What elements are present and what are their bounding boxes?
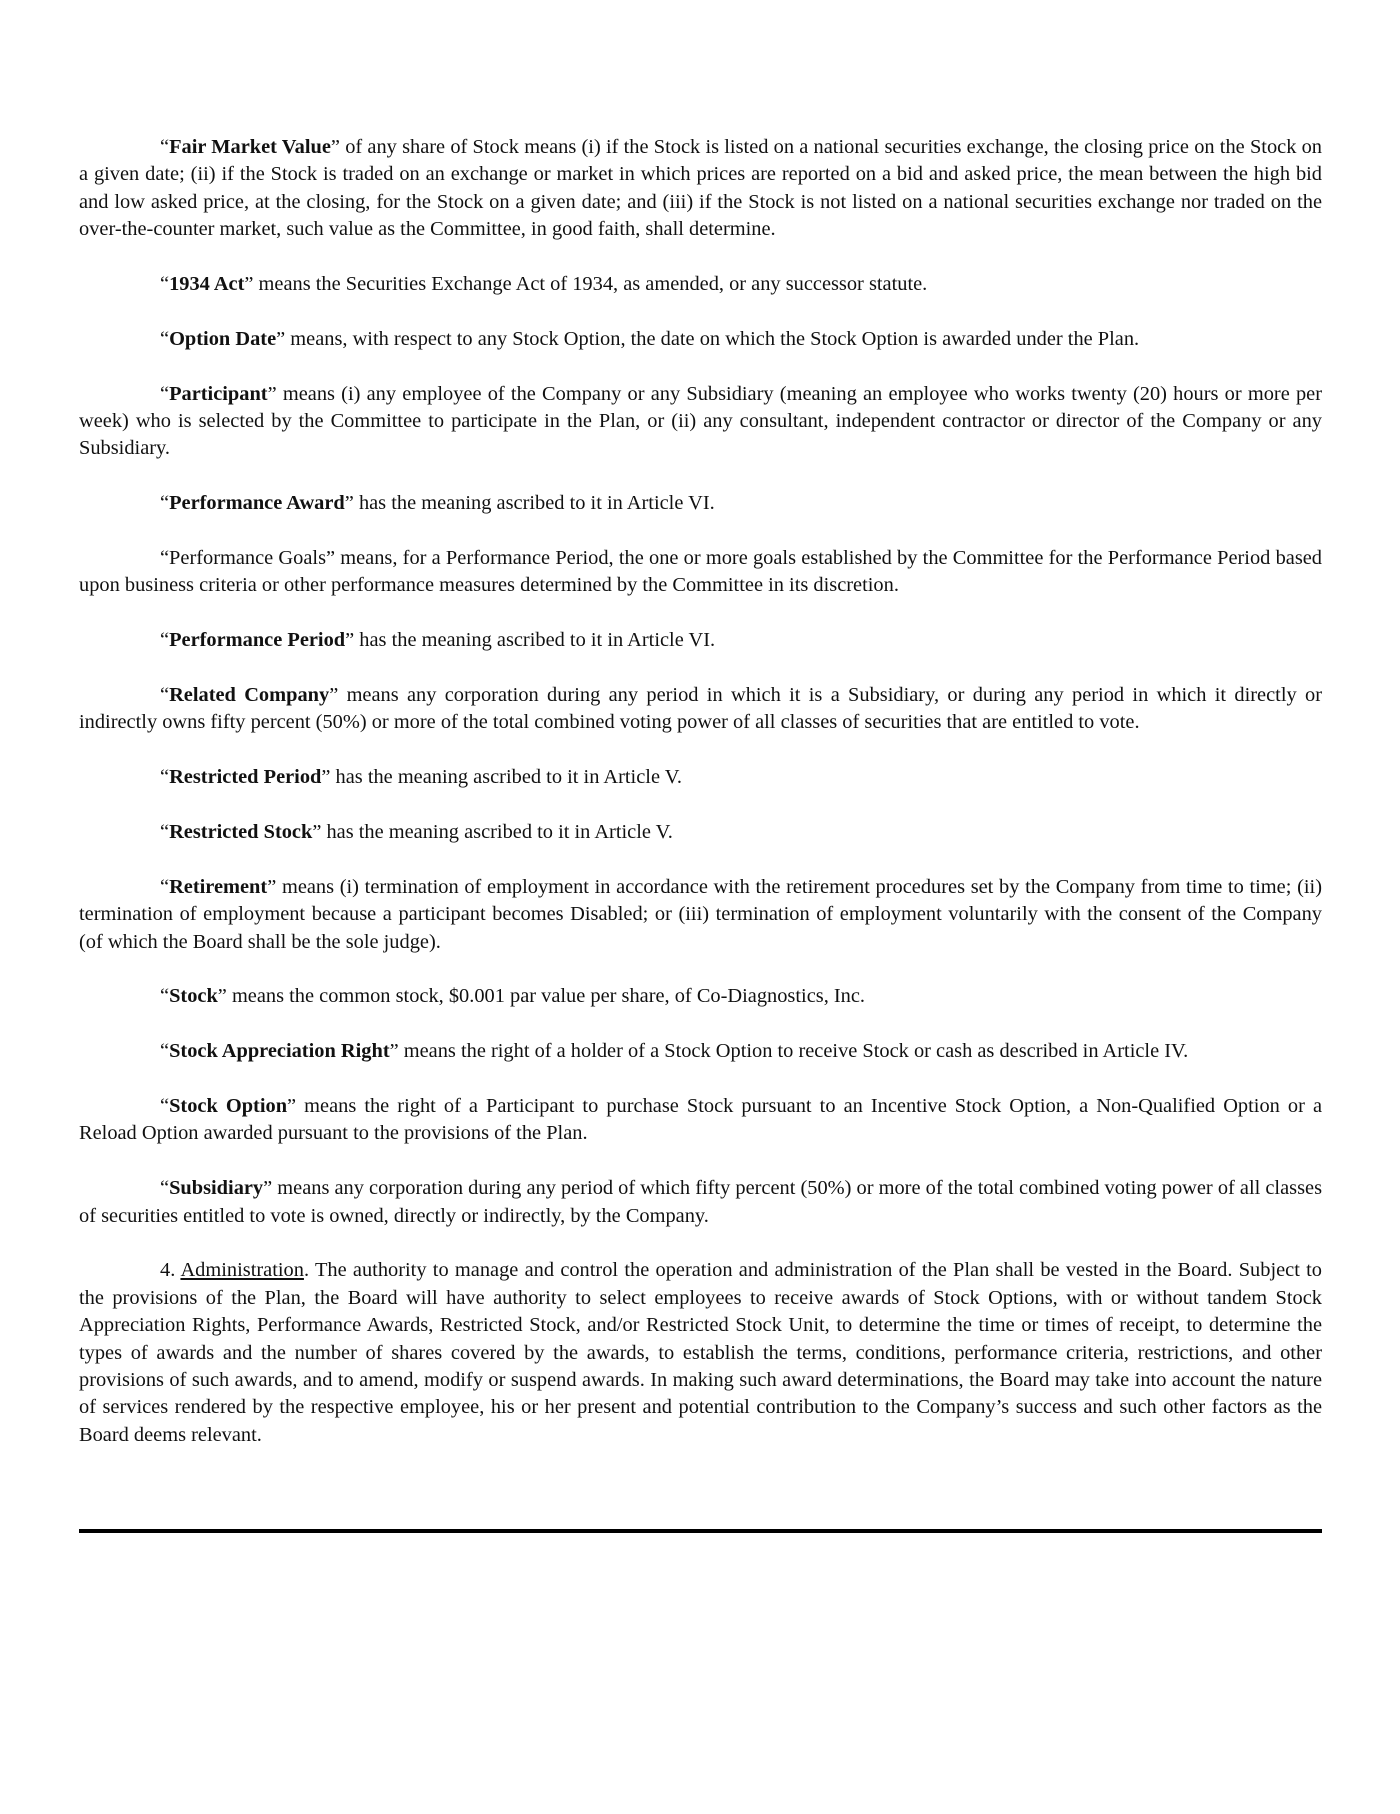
section-number: 4. xyxy=(160,1259,181,1282)
definition-option-date: “Option Date” means, with respect to any Stock Option, the date on which the Stock Option is awarded under the Plan. xyxy=(160,327,1140,350)
defined-term: Stock Option xyxy=(169,1095,288,1118)
defined-term: Performance Period xyxy=(169,629,346,652)
defined-term: Related Company xyxy=(169,684,330,707)
defined-term: Restricted Stock xyxy=(169,821,313,844)
definition-restricted-period: “Restricted Period” has the meaning ascribed to it in Article V. xyxy=(160,766,682,789)
defined-term: Participant xyxy=(169,382,268,405)
definition-text: has the meaning ascribed to it in Article VI. xyxy=(354,629,716,652)
defined-term: Retirement xyxy=(169,875,268,898)
definition-text: means any corporation during any period of which fifty percent (50%) or more of the total combined voting power of all classes of securities entitled to vote is owned, directly or indirectly, by the Company. xyxy=(79,1177,1323,1227)
definition-text: has the meaning ascribed to it in Article V. xyxy=(330,766,682,789)
definition-performance-period: “Performance Period” has the meaning ascribed to it in Article VI. xyxy=(160,629,716,652)
definition-text: means (i) termination of employment in accordance with the retirement procedures set by the Company from time to time; (ii) termination of employment because a participant becomes Disabled; or (iii) termination of employment voluntarily with the consent of the Company (of which the Board shall be the sole judge). xyxy=(79,875,1322,953)
defined-term: Stock xyxy=(169,985,218,1008)
definition-text: has the meaning ascribed to it in Article VI. xyxy=(353,492,715,515)
definition-text: means the common stock, $0.001 par value per share, of Co-Diagnostics, Inc. xyxy=(226,985,866,1008)
definition-restricted-stock: “Restricted Stock” has the meaning ascribed to it in Article V. xyxy=(160,821,673,844)
definition-related-company: “Related Company” means any corporation during any period in which it is a Subsidiary, or during any period in which it directly or indirectly owns fifty percent (50%) or more of the total combined voting power of all classes of securities that are entitled to vote. xyxy=(79,684,1322,734)
definition-stock-option: “Stock Option” means the right of a Participant to purchase Stock pursuant to an Incentive Stock Option, a Non-Qualified Option or a Reload Option awarded pursuant to the provisions of the Plan. xyxy=(79,1095,1322,1145)
definition-text: means any corporation during any period in which it is a Subsidiary, or during any period in which it directly or indirectly owns fifty percent (50%) or more of the total combined voting power of all classes of securities that are entitled to vote. xyxy=(79,684,1322,734)
section-4-administration xyxy=(79,1257,1322,1449)
section-heading: Administration xyxy=(180,1259,304,1282)
defined-term: 1934 Act xyxy=(169,273,245,296)
definition-text: means (i) any employee of the Company or any Subsidiary (meaning an employee who works twenty (20) hours or more per week) who is selected by the Committee to participate in the Plan, or (ii) any consultant, independent contractor or director of the Company or any Subsidiary. xyxy=(79,382,1322,460)
defined-term: Stock Appreciation Right xyxy=(169,1040,390,1063)
defined-term: Subsidiary xyxy=(169,1177,264,1200)
definition-text: of any share of Stock means (i) if the Stock is listed on a national securities exchange, the closing price on the Stock on a given date; (ii) if the Stock is traded on an exchange or market in which prices are reported on a bid and asked price, the mean between the high bid and low asked price, at the closing, for the Stock on a given date; and (iii) if the Stock is not listed on a national securities exchange nor traded on the over-the-counter market, such value as the Committee, in good faith, shall determine. xyxy=(79,136,1323,241)
definition-stock-appreciation-right: “Stock Appreciation Right” means the right of a holder of a Stock Option to receive Stock or cash as described in Article IV. xyxy=(160,1040,1189,1063)
definition-text: has the meaning ascribed to it in Article V. xyxy=(321,821,673,844)
defined-term: Performance Award xyxy=(169,492,345,515)
definition-1934-act: “1934 Act” means the Securities Exchange Act of 1934, as amended, or any successor statute. xyxy=(160,273,928,296)
page-divider-rule xyxy=(79,1529,1322,1533)
definition-retirement: “Retirement” means (i) termination of employment in accordance with the retirement procedures set by the Company from time to time; (ii) termination of employment because a participant becomes Disabled; or (iii) termination of employment voluntarily with the consent of the Company (of which the Board shall be the sole judge). xyxy=(79,875,1322,953)
definition-text: means the right of a Participant to purchase Stock pursuant to an Incentive Stock Option, a Non-Qualified Option or a Reload Option awarded pursuant to the provisions of the Plan. xyxy=(79,1095,1322,1145)
defined-term: Option Date xyxy=(169,327,277,350)
definition-performance-goals xyxy=(79,545,1322,600)
defined-term: Fair Market Value xyxy=(169,136,331,158)
defined-term: Restricted Period xyxy=(169,766,322,789)
document-body xyxy=(79,134,1322,1477)
definition-text: means the right of a holder of a Stock Option to receive Stock or cash as described in Article IV. xyxy=(398,1040,1189,1063)
definition-text: “Performance Goals” means, for a Performance Period, the one or more goals established by the Committee for the Performance Period based upon business criteria or other performance measures determined by the Committee in its discretion. xyxy=(79,547,1322,597)
definition-text: means the Securities Exchange Act of 1934, as amended, or any successor statute. xyxy=(253,273,928,296)
definition-text: means, with respect to any Stock Option, the date on which the Stock Option is awarded under the Plan. xyxy=(285,327,1140,350)
section-text: . The authority to manage and control the operation and administration of the Plan shall be vested in the Board. Subject to the provisions of the Plan, the Board will have authority to select employees to receive awards of Stock Options, with or without tandem Stock Appreciation Rights, Performance Awards, Restricted Stock, and/or Restricted Stock Unit, to determine the time or times of receipt, to determine the types of awards and the number of shares covered by the awards, to establish the terms, conditions, performance criteria, restrictions, and other provisions of such awards, and to amend, modify or suspend awards. In making such award determinations, the Board may take into account the nature of services rendered by the respective employee, his or her present and potential contribution to the Company’s success and such other factors as the Board deems relevant. xyxy=(79,1259,1323,1446)
definition-stock: “Stock” means the common stock, $0.001 par value per share, of Co-Diagnostics, Inc. xyxy=(160,985,866,1008)
definition-fair-market-value: “Fair Market Value” of any share of Stock means (i) if the Stock is listed on a national securities exchange, the closing price on the Stock on a given date; (ii) if the Stock is traded on an exchange or market in which prices are reported on a bid and asked price, the mean between the high bid and low asked price, at the closing, for the Stock on a given date; and (iii) if the Stock is not listed on a national securities exchange nor traded on the over-the-counter market, such value as the Committee, in good faith, shall determine. xyxy=(79,136,1323,241)
definition-subsidiary: “Subsidiary” means any corporation during any period of which fifty percent (50%) or more of the total combined voting power of all classes of securities entitled to vote is owned, directly or indirectly, by the Company. xyxy=(79,1177,1323,1227)
definition-participant: “Participant” means (i) any employee of the Company or any Subsidiary (meaning an employee who works twenty (20) hours or more per week) who is selected by the Committee to participate in the Plan, or (ii) any consultant, independent contractor or director of the Company or any Subsidiary. xyxy=(79,382,1322,460)
definition-performance-award: “Performance Award” has the meaning ascribed to it in Article VI. xyxy=(160,492,715,515)
